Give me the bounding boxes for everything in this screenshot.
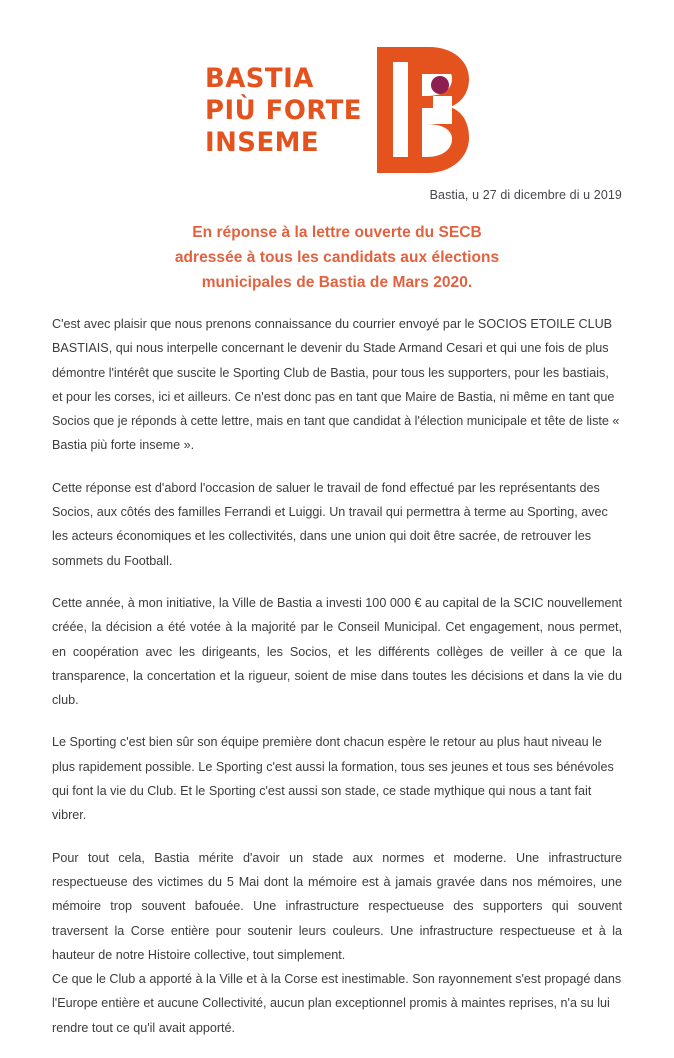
logo-wordmark-line-3: INSEME <box>205 126 320 158</box>
logo-wordmark-line-1: BASTIA <box>205 62 314 94</box>
logo-wordmark <box>205 62 369 158</box>
page-title-line-1: En réponse à la lettre ouverte du SECB <box>192 224 482 241</box>
logo-accent-dot-icon <box>431 76 449 94</box>
body-paragraph: C'est avec plaisir que nous prenons connaissance du courrier envoyé par le SOCIOS ETOILE CLUB BASTIAIS, qui nous interpelle concernant le devenir du Stade Armand Cesari et qui une fois de plus démontre l'intérêt que suscite le Sporting Club de Bastia, pour tous les supporters, pour les bastiais, et pour les corses, ici et ailleurs. Ce n'est donc pas en tant que Maire de Bastia, ni même en tant que Socios que je réponds à cette lettre, mais en tant que candidat à l'élection municipale et tête de liste « Bastia più forte inseme ». <box>52 317 620 453</box>
page-title <box>52 220 622 295</box>
letter-body <box>52 312 622 1058</box>
brand-logo <box>0 44 674 176</box>
logo-b-mark-icon <box>377 47 469 173</box>
body-paragraph: Le Sporting c'est bien sûr son équipe première dont chacun espère le retour au plus haut niveau le plus rapidement possible. Le Sporting c'est aussi la formation, tous ses jeunes et tous ses bénévoles qui font la vie du Club. Et le Sporting c'est aussi son stade, ce stade mythique qui nous a tant fait vibrer. <box>52 735 614 823</box>
logo-lockup <box>205 47 469 173</box>
body-paragraph: Cette réponse est d'abord l'occasion de saluer le travail de fond effectué par les représentants des Socios, aux côtés des familles Ferrandi et Luiggi. Un travail qui permettra à terme au Sporting, avec les acteurs économiques et les collectivités, dans une union qui doit être sacrée, de retrouver les sommets du Football. <box>52 480 608 568</box>
dateline: Bastia, u 27 di dicembre di u 2019 <box>429 188 622 202</box>
logo-wordmark-line-2: PIÙ FORTE <box>205 94 363 126</box>
body-paragraph: Ce que le Club a apporté à la Ville et à la Corse est inestimable. Son rayonnement s'est propagé dans l'Europe entière et aucune Collectivité, aucun plan exceptionnel promis à maintes reprises, n'a su lui rendre tout ce qu'il avait apporté. <box>52 972 622 1035</box>
page-title-line-2: adressée à tous les candidats aux élections <box>174 249 500 267</box>
body-paragraph: Pour tout cela, Bastia mérite d'avoir un stade aux normes et moderne. Une infrastructure respectueuse des victimes du 5 Mai dont la mémoire est à jamais gravée dans nos mémoires, une mémoire trop souvent bafouée. Une infrastructure respectueuse des supporters qui souvent traversent la Corse entière pour soutenir leurs couleurs. Une infrastructure respectueuse et à la hauteur de notre Histoire collective, tout simplement. <box>52 850 622 962</box>
body-paragraph: Cette année, à mon initiative, la Ville de Bastia a investi 100 000 € au capital de la SCIC nouvellement créée, la décision a été votée à la majorité par le Conseil Municipal. Cet engagement, nous permet, en coopération avec les dirigeants, les Socios, et les différents collèges de veiller à ce que la transparence, la concertation et la rigueur, soient de mise dans toutes les décisions et dans la vie du club. <box>52 595 622 708</box>
page-title-line-3: municipales de Bastia de Mars 2020. <box>201 274 473 292</box>
